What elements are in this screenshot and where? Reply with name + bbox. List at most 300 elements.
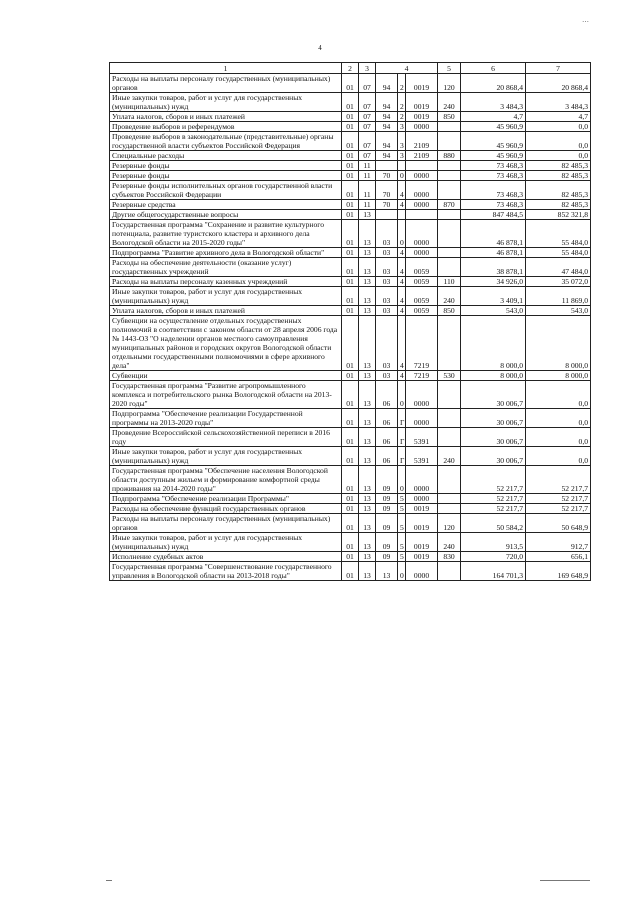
table-row	[110, 447, 591, 466]
row-section: 01	[342, 181, 359, 200]
row-amount-2017: 45 960,9	[461, 122, 526, 132]
row-name: Расходы на выплаты персоналу государственных (муниципальных) органов	[110, 514, 342, 533]
row-amount-2018: 52 217,7	[526, 504, 591, 514]
row-direction: 0019	[406, 533, 438, 552]
row-amount-2017: 52 217,7	[461, 494, 526, 504]
row-direction: 0000	[406, 409, 438, 428]
row-expense-type	[438, 171, 461, 181]
row-subprogram: 4	[398, 181, 406, 200]
row-amount-2018: 3 484,3	[526, 93, 591, 112]
row-amount-2017: 50 584,2	[461, 514, 526, 533]
row-section: 01	[342, 93, 359, 112]
row-program: 03	[376, 306, 398, 316]
header-row	[110, 63, 591, 74]
table-row	[110, 277, 591, 287]
row-amount-2018: 50 648,9	[526, 514, 591, 533]
row-amount-2017: 30 006,7	[461, 381, 526, 409]
table-row	[110, 514, 591, 533]
row-section: 01	[342, 112, 359, 122]
row-subprogram: 5	[398, 504, 406, 514]
row-amount-2017: 20 868,4	[461, 74, 526, 93]
row-direction: 0019	[406, 514, 438, 533]
header-col-6: 6	[461, 63, 526, 74]
row-subprogram: 4	[398, 371, 406, 381]
row-name: Подпрограмма "Обеспечение реализации Программы"	[110, 494, 342, 504]
row-direction: 7219	[406, 316, 438, 371]
row-section: 01	[342, 258, 359, 277]
table-row	[110, 504, 591, 514]
row-expense-type	[438, 210, 461, 220]
row-subprogram: Г	[398, 409, 406, 428]
row-direction: 0000	[406, 220, 438, 248]
table-row	[110, 428, 591, 447]
table-row	[110, 161, 591, 171]
row-direction: 0000	[406, 181, 438, 200]
row-subprogram: 0	[398, 220, 406, 248]
row-program: 13	[376, 562, 398, 581]
row-expense-type: 850	[438, 306, 461, 316]
row-direction: 0000	[406, 122, 438, 132]
row-amount-2018: 82 485,3	[526, 200, 591, 210]
row-section: 01	[342, 381, 359, 409]
row-expense-type: 870	[438, 200, 461, 210]
row-direction: 0000	[406, 562, 438, 581]
budget-table	[109, 62, 591, 581]
row-expense-type	[438, 316, 461, 371]
row-amount-2018: 47 484,0	[526, 258, 591, 277]
row-subprogram: 0	[398, 466, 406, 494]
row-amount-2018: 8 000,0	[526, 371, 591, 381]
row-name: Расходы на выплаты персоналу казенных учреждений	[110, 277, 342, 287]
header-col-5: 5	[438, 63, 461, 74]
table-row	[110, 74, 591, 93]
row-subprogram: 0	[398, 171, 406, 181]
row-program: 09	[376, 514, 398, 533]
row-amount-2018: 0,0	[526, 409, 591, 428]
scan-mark-right	[540, 880, 590, 881]
row-program: 09	[376, 552, 398, 562]
table-row	[110, 112, 591, 122]
row-name: Субвенции на осуществление отдельных государственных полномочий в соответствии с законом области от 28 апреля 2006 года № 1443-ОЗ "О наделении органов местного самоуправления муниципальных районов и городских округов Вологодской области отдельными государственными полномочиями в сфере архивного дела"	[110, 316, 342, 371]
row-section: 01	[342, 171, 359, 181]
row-subsection: 13	[359, 371, 376, 381]
table-row	[110, 200, 591, 210]
row-amount-2018: 0,0	[526, 151, 591, 161]
row-name: Уплата налогов, сборов и иных платежей	[110, 306, 342, 316]
row-section: 01	[342, 533, 359, 552]
table-row	[110, 381, 591, 409]
row-amount-2017: 8 000,0	[461, 371, 526, 381]
row-direction: 0059	[406, 258, 438, 277]
table-row	[110, 181, 591, 200]
row-subsection: 13	[359, 552, 376, 562]
row-program: 70	[376, 200, 398, 210]
row-expense-type	[438, 122, 461, 132]
row-amount-2018: 0,0	[526, 122, 591, 132]
row-expense-type	[438, 428, 461, 447]
row-program: 94	[376, 74, 398, 93]
row-name: Иные закупки товаров, работ и услуг для государственных (муниципальных) нужд	[110, 533, 342, 552]
row-section: 01	[342, 371, 359, 381]
row-program: 03	[376, 248, 398, 258]
row-program	[376, 210, 398, 220]
row-subprogram: 4	[398, 306, 406, 316]
row-amount-2018: 0,0	[526, 428, 591, 447]
row-subprogram: 5	[398, 494, 406, 504]
row-subsection: 13	[359, 447, 376, 466]
row-expense-type: 120	[438, 514, 461, 533]
row-subsection: 11	[359, 200, 376, 210]
row-subsection: 13	[359, 533, 376, 552]
table-row	[110, 151, 591, 161]
row-section: 01	[342, 562, 359, 581]
row-program: 94	[376, 112, 398, 122]
row-direction: 0059	[406, 277, 438, 287]
row-direction: 5391	[406, 447, 438, 466]
row-name: Иные закупки товаров, работ и услуг для государственных (муниципальных) нужд	[110, 447, 342, 466]
row-expense-type	[438, 562, 461, 581]
row-amount-2018: 543,0	[526, 306, 591, 316]
table-row	[110, 171, 591, 181]
row-section: 01	[342, 287, 359, 306]
row-amount-2017: 3 484,3	[461, 93, 526, 112]
row-section: 01	[342, 122, 359, 132]
header-col-1: 1	[110, 63, 342, 74]
row-amount-2017: 720,0	[461, 552, 526, 562]
row-program: 70	[376, 171, 398, 181]
row-expense-type	[438, 409, 461, 428]
row-amount-2017: 913,5	[461, 533, 526, 552]
header-col-4: 4	[376, 63, 438, 74]
row-amount-2017: 847 484,5	[461, 210, 526, 220]
row-name: Государственная программа "Обеспечение населения Вологодской области доступным жильем и формирование комфортной среды проживания на 2014-2020 годы"	[110, 466, 342, 494]
row-amount-2018: 35 072,0	[526, 277, 591, 287]
row-subsection: 07	[359, 112, 376, 122]
row-subsection: 11	[359, 181, 376, 200]
row-section: 01	[342, 514, 359, 533]
row-subsection: 13	[359, 258, 376, 277]
row-name: Другие общегосударственные вопросы	[110, 210, 342, 220]
row-subprogram	[398, 210, 406, 220]
row-amount-2017: 164 701,3	[461, 562, 526, 581]
row-subsection: 07	[359, 122, 376, 132]
row-expense-type: 530	[438, 371, 461, 381]
row-program: 03	[376, 277, 398, 287]
row-name: Государственная программа "Совершенствование государственного управления в Вологодской области на 2013-2018 годы"	[110, 562, 342, 581]
table-row	[110, 248, 591, 258]
table-row	[110, 210, 591, 220]
row-name: Иные закупки товаров, работ и услуг для государственных (муниципальных) нужд	[110, 287, 342, 306]
row-subprogram: 4	[398, 200, 406, 210]
row-name: Государственная программа "Сохранение и развитие культурного потенциала, развитие туристского кластера и архивного дела Вологодской области на 2015-2020 годы"	[110, 220, 342, 248]
row-expense-type: 240	[438, 93, 461, 112]
row-subsection: 13	[359, 210, 376, 220]
row-subprogram: 4	[398, 316, 406, 371]
row-subsection: 13	[359, 381, 376, 409]
row-subprogram: 5	[398, 533, 406, 552]
row-subsection: 13	[359, 316, 376, 371]
table-row	[110, 220, 591, 248]
row-amount-2017: 73 468,3	[461, 161, 526, 171]
row-section: 01	[342, 248, 359, 258]
row-subsection: 07	[359, 151, 376, 161]
table-body	[110, 74, 591, 581]
row-amount-2018: 0,0	[526, 447, 591, 466]
row-direction: 0000	[406, 200, 438, 210]
table-row	[110, 409, 591, 428]
row-subsection: 13	[359, 287, 376, 306]
row-subprogram: 3	[398, 132, 406, 151]
row-name: Государственная программа "Развитие агропромышленного комплекса и потребительского рынка Вологодской области на 2013-2020 годы"	[110, 381, 342, 409]
row-expense-type	[438, 466, 461, 494]
row-program: 94	[376, 151, 398, 161]
row-program: 03	[376, 316, 398, 371]
row-name: Специальные расходы	[110, 151, 342, 161]
row-amount-2017: 30 006,7	[461, 447, 526, 466]
row-direction: 0059	[406, 306, 438, 316]
row-expense-type	[438, 504, 461, 514]
row-section: 01	[342, 504, 359, 514]
row-amount-2018: 11 869,0	[526, 287, 591, 306]
row-direction: 7219	[406, 371, 438, 381]
table-row	[110, 287, 591, 306]
row-program: 03	[376, 371, 398, 381]
table-row	[110, 132, 591, 151]
row-program: 94	[376, 93, 398, 112]
row-amount-2018: 52 217,7	[526, 466, 591, 494]
row-program: 06	[376, 409, 398, 428]
row-expense-type: 850	[438, 112, 461, 122]
row-name: Расходы на обеспечение функций государственных органов	[110, 504, 342, 514]
row-program: 70	[376, 181, 398, 200]
row-direction: 0000	[406, 248, 438, 258]
row-amount-2017: 52 217,7	[461, 466, 526, 494]
table-row	[110, 93, 591, 112]
row-amount-2018: 55 484,0	[526, 220, 591, 248]
row-subsection: 13	[359, 306, 376, 316]
row-direction: 5391	[406, 428, 438, 447]
row-expense-type	[438, 258, 461, 277]
row-subsection: 13	[359, 248, 376, 258]
row-section: 01	[342, 306, 359, 316]
row-subsection: 13	[359, 514, 376, 533]
row-name: Расходы на выплаты персоналу государственных (муниципальных) органов	[110, 74, 342, 93]
row-expense-type: 240	[438, 533, 461, 552]
row-amount-2017: 34 926,0	[461, 277, 526, 287]
row-subprogram	[398, 161, 406, 171]
row-amount-2018: 82 485,3	[526, 171, 591, 181]
row-direction: 2109	[406, 151, 438, 161]
row-direction	[406, 210, 438, 220]
row-section: 01	[342, 161, 359, 171]
row-amount-2018: 656,1	[526, 552, 591, 562]
row-section: 01	[342, 74, 359, 93]
scan-mark-left	[106, 880, 112, 881]
row-subsection: 11	[359, 171, 376, 181]
page-number: 4	[318, 44, 322, 52]
row-section: 01	[342, 151, 359, 161]
row-amount-2017: 45 960,9	[461, 151, 526, 161]
row-program: 06	[376, 428, 398, 447]
header-col-2: 2	[342, 63, 359, 74]
row-amount-2017: 30 006,7	[461, 409, 526, 428]
row-direction: 0000	[406, 171, 438, 181]
row-subprogram: 4	[398, 277, 406, 287]
row-name: Субвенции	[110, 371, 342, 381]
row-direction: 0019	[406, 552, 438, 562]
row-expense-type: 830	[438, 552, 461, 562]
row-section: 01	[342, 200, 359, 210]
row-subsection: 13	[359, 277, 376, 287]
row-name: Проведение Всероссийской сельскохозяйственной переписи в 2016 году	[110, 428, 342, 447]
row-name: Резервные фонды	[110, 171, 342, 181]
row-subsection: 13	[359, 466, 376, 494]
row-amount-2018: 55 484,0	[526, 248, 591, 258]
row-subsection: 13	[359, 220, 376, 248]
row-name: Расходы на обеспечение деятельности (оказание услуг) государственных учреждений	[110, 258, 342, 277]
table-row	[110, 466, 591, 494]
row-subprogram: 2	[398, 74, 406, 93]
row-expense-type	[438, 248, 461, 258]
row-section: 01	[342, 132, 359, 151]
row-section: 01	[342, 409, 359, 428]
row-amount-2017: 73 468,3	[461, 181, 526, 200]
row-section: 01	[342, 316, 359, 371]
row-program: 94	[376, 122, 398, 132]
row-subprogram: 2	[398, 93, 406, 112]
row-subprogram: 3	[398, 122, 406, 132]
row-expense-type: 880	[438, 151, 461, 161]
row-program: 09	[376, 494, 398, 504]
row-section: 01	[342, 466, 359, 494]
row-section: 01	[342, 277, 359, 287]
row-direction	[406, 161, 438, 171]
row-name: Подпрограмма "Развитие архивного дела в Вологодской области"	[110, 248, 342, 258]
row-program: 09	[376, 466, 398, 494]
row-subprogram: Г	[398, 447, 406, 466]
row-section: 01	[342, 494, 359, 504]
row-expense-type	[438, 494, 461, 504]
row-amount-2018: 52 217,7	[526, 494, 591, 504]
table-row	[110, 122, 591, 132]
row-section: 01	[342, 428, 359, 447]
row-name: Исполнение судебных актов	[110, 552, 342, 562]
row-program: 03	[376, 220, 398, 248]
row-subprogram: 4	[398, 287, 406, 306]
row-subprogram: 3	[398, 151, 406, 161]
row-amount-2018: 82 485,3	[526, 161, 591, 171]
row-subsection: 11	[359, 161, 376, 171]
row-amount-2017: 45 960,9	[461, 132, 526, 151]
row-expense-type: 110	[438, 277, 461, 287]
row-subprogram: 0	[398, 562, 406, 581]
row-amount-2017: 73 468,3	[461, 200, 526, 210]
table-row	[110, 371, 591, 381]
row-program: 03	[376, 258, 398, 277]
row-name: Резервные средства	[110, 200, 342, 210]
row-expense-type	[438, 220, 461, 248]
row-expense-type: 240	[438, 287, 461, 306]
row-program: 06	[376, 381, 398, 409]
row-name: Резервные фонды	[110, 161, 342, 171]
row-amount-2018: 20 868,4	[526, 74, 591, 93]
row-subsection: 07	[359, 132, 376, 151]
row-amount-2018: 0,0	[526, 381, 591, 409]
row-amount-2017: 30 006,7	[461, 428, 526, 447]
table-row	[110, 316, 591, 371]
row-expense-type	[438, 161, 461, 171]
row-subprogram: 2	[398, 112, 406, 122]
row-direction: 0019	[406, 112, 438, 122]
row-direction: 0019	[406, 93, 438, 112]
row-amount-2018: 0,0	[526, 132, 591, 151]
row-name: Проведение выборов и референдумов	[110, 122, 342, 132]
row-subsection: 07	[359, 74, 376, 93]
row-subprogram: Г	[398, 428, 406, 447]
row-amount-2018: 169 648,9	[526, 562, 591, 581]
row-program: 03	[376, 287, 398, 306]
table-row	[110, 533, 591, 552]
table-row	[110, 552, 591, 562]
row-expense-type	[438, 132, 461, 151]
table-row	[110, 258, 591, 277]
row-amount-2017: 543,0	[461, 306, 526, 316]
row-subprogram: 4	[398, 258, 406, 277]
row-amount-2017: 46 878,1	[461, 220, 526, 248]
row-section: 01	[342, 220, 359, 248]
row-subsection: 13	[359, 428, 376, 447]
row-expense-type	[438, 381, 461, 409]
row-amount-2017: 73 468,3	[461, 171, 526, 181]
row-name: Резервные фонды исполнительных органов государственной власти субъектов Российской Федерации	[110, 181, 342, 200]
row-program: 94	[376, 132, 398, 151]
row-direction: 0059	[406, 287, 438, 306]
row-direction: 0000	[406, 381, 438, 409]
row-amount-2017: 46 878,1	[461, 248, 526, 258]
row-subprogram: 5	[398, 552, 406, 562]
row-direction: 0019	[406, 504, 438, 514]
table-row	[110, 494, 591, 504]
header-col-7: 7	[526, 63, 591, 74]
row-amount-2017: 38 878,1	[461, 258, 526, 277]
row-name: Уплата налогов, сборов и иных платежей	[110, 112, 342, 122]
row-amount-2017: 4,7	[461, 112, 526, 122]
row-section: 01	[342, 210, 359, 220]
row-direction: 0000	[406, 466, 438, 494]
table-row	[110, 306, 591, 316]
row-section: 01	[342, 552, 359, 562]
row-amount-2018: 4,7	[526, 112, 591, 122]
row-name: Проведение выборов в законодательные (представительные) органы государственной власти субъектов Российской Федерация	[110, 132, 342, 151]
header-col-3: 3	[359, 63, 376, 74]
row-expense-type: 120	[438, 74, 461, 93]
table-row	[110, 562, 591, 581]
row-section: 01	[342, 447, 359, 466]
row-subprogram: 5	[398, 514, 406, 533]
row-subsection: 07	[359, 93, 376, 112]
row-direction: 2109	[406, 132, 438, 151]
row-amount-2018: 852 321,8	[526, 210, 591, 220]
row-subsection: 13	[359, 409, 376, 428]
row-program	[376, 161, 398, 171]
row-amount-2018: 82 485,3	[526, 181, 591, 200]
row-subsection: 13	[359, 504, 376, 514]
row-program: 09	[376, 533, 398, 552]
row-subprogram: 0	[398, 381, 406, 409]
row-expense-type	[438, 181, 461, 200]
row-name: Иные закупки товаров, работ и услуг для государственных (муниципальных) нужд	[110, 93, 342, 112]
row-amount-2018: 8 000,0	[526, 316, 591, 371]
